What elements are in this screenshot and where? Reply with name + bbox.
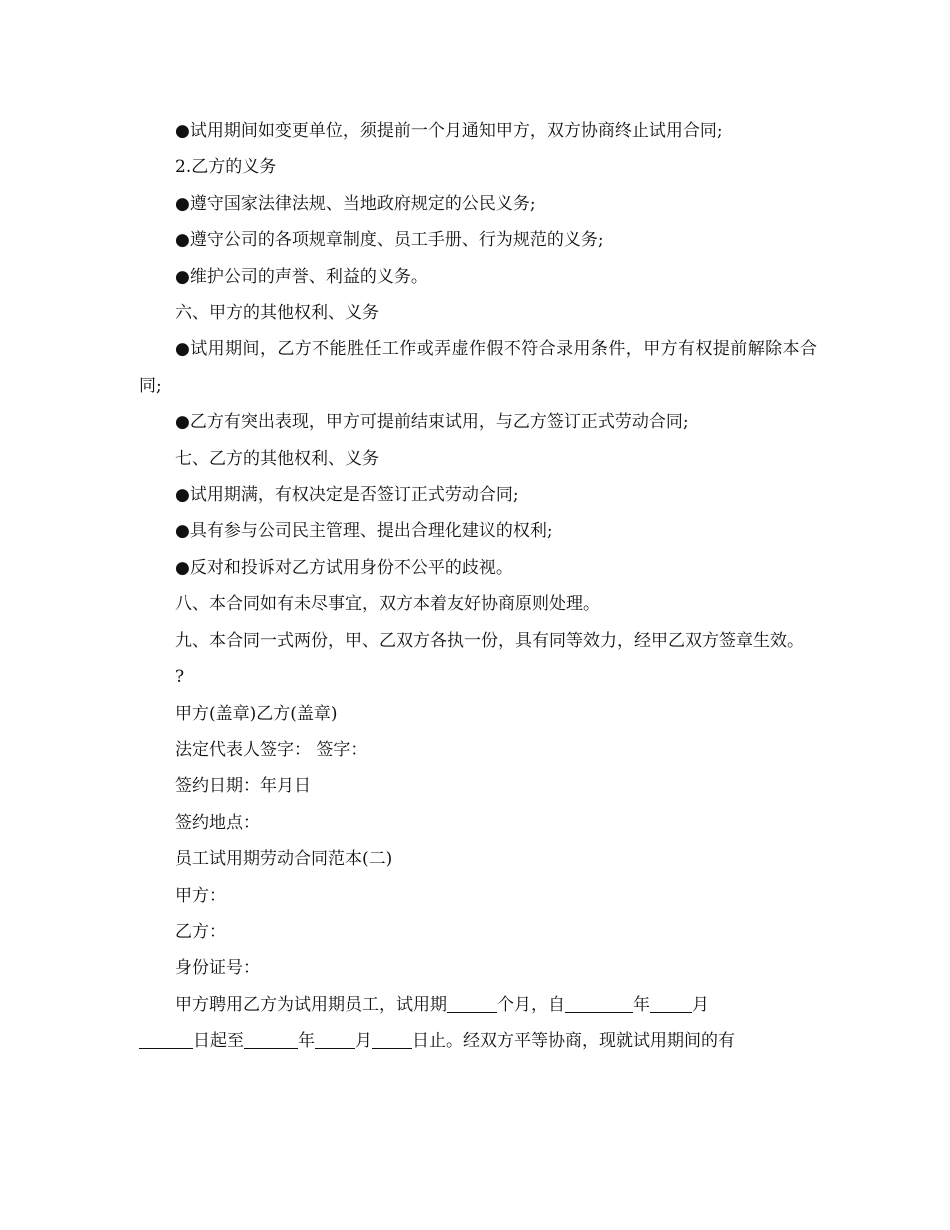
paragraph: ?	[175, 667, 185, 688]
intro-text: 月	[692, 994, 709, 1015]
section-heading: 2.乙方的义务	[175, 157, 277, 178]
blank-field-start-month	[650, 995, 692, 1013]
signature-line: 法定代表人签字： 签字：	[175, 739, 368, 760]
intro-text: 年	[298, 1031, 315, 1052]
intro-text: 日起至	[193, 1031, 244, 1052]
section-heading: 七、乙方的其他权利、义务	[175, 448, 379, 469]
signature-date: 签约日期：年月日	[175, 776, 311, 797]
paragraph: ●反对和投诉对乙方试用身份不公平的歧视。	[175, 557, 513, 578]
paragraph: 九、本合同一式两份，甲、乙双方各执一份，具有同等效力，经甲乙双方签章生效。	[175, 630, 804, 651]
paragraph: ●维护公司的声誉、利益的义务。	[175, 266, 428, 287]
intro-text: 日止。经双方平等协商，现就试用期间的有	[412, 1031, 735, 1052]
signature-place: 签约地点：	[175, 812, 260, 833]
document-body	[139, 113, 817, 1060]
paragraph: ●试用期间，乙方不能胜任工作或弄虚作假不符合录用条件，甲方有权提前解除本合同;	[139, 339, 817, 396]
blank-field-end-year	[244, 1031, 298, 1049]
blank-field-end-day	[372, 1031, 412, 1049]
intro-text: 年	[633, 994, 650, 1015]
contract-intro-paragraph	[139, 987, 817, 1060]
blank-field-start-year	[565, 995, 633, 1013]
paragraph: ●试用期满，有权决定是否签订正式劳动合同;	[175, 485, 519, 506]
paragraph: ●乙方有突出表现，甲方可提前结束试用，与乙方签订正式劳动合同;	[175, 412, 689, 433]
intro-text: 甲方聘用乙方为试用期员工，试用期	[175, 994, 447, 1015]
paragraph: ●具有参与公司民主管理、提出合理化建议的权利;	[175, 521, 553, 542]
id-number-label: 身份证号：	[175, 958, 260, 979]
blank-field-start-day	[139, 1031, 193, 1049]
paragraph: ●试用期间如变更单位，须提前一个月通知甲方，双方协商终止试用合同;	[175, 121, 723, 141]
section-heading: 六、甲方的其他权利、义务	[175, 303, 379, 324]
paragraph: 八、本合同如有未尽事宜，双方本着友好协商原则处理。	[175, 594, 600, 615]
blank-field-months	[447, 995, 497, 1013]
party-a-label: 甲方：	[175, 885, 226, 906]
intro-text: 月	[355, 1031, 372, 1052]
document-subtitle: 员工试用期劳动合同范本(二)	[175, 849, 393, 870]
intro-text: 个月，自	[497, 994, 565, 1015]
blank-field-end-month	[315, 1031, 355, 1049]
party-b-label: 乙方：	[175, 921, 226, 942]
paragraph: ●遵守国家法律法规、当地政府规定的公民义务;	[175, 193, 536, 214]
paragraph: ●遵守公司的各项规章制度、员工手册、行为规范的义务;	[175, 230, 604, 251]
signature-line: 甲方(盖章)乙方(盖章)	[175, 703, 338, 724]
